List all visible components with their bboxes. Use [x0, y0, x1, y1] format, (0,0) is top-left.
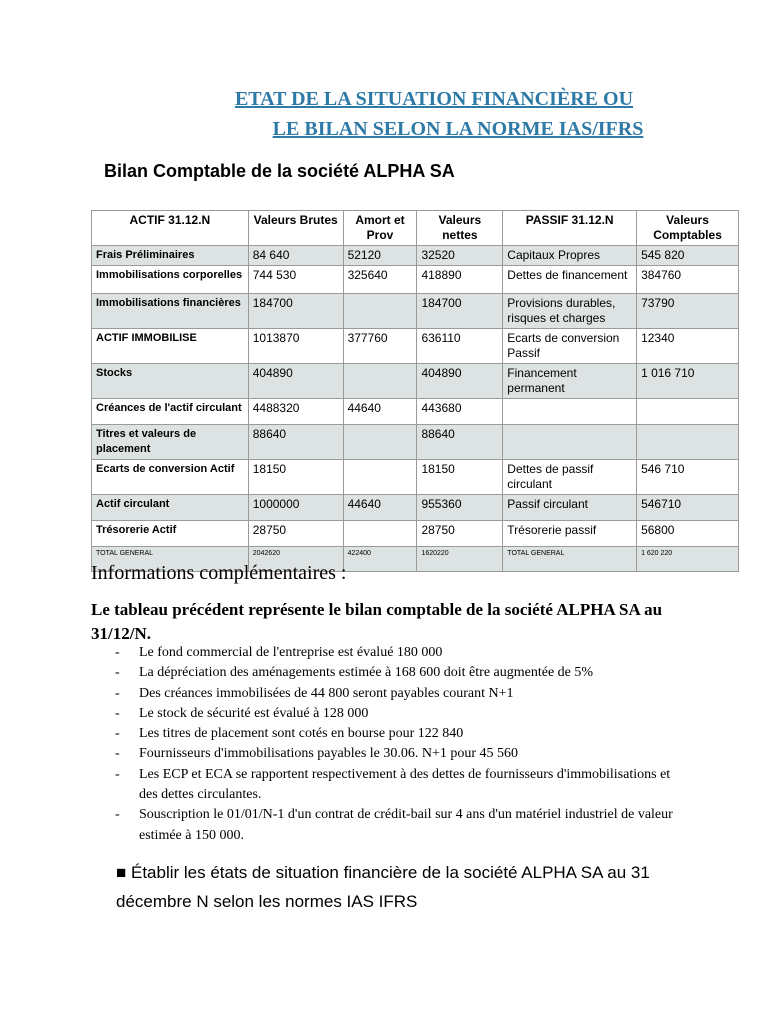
cell-amort: 377760 [343, 329, 417, 364]
cell-actif: Immobilisations corporelles [92, 266, 249, 294]
list-item [91, 704, 691, 724]
cell-actif: Immobilisations financières [92, 294, 249, 329]
list-item-text: Des créances immobilisées de 44 800 seront payables courant N+1 [139, 685, 514, 701]
bullet-dash: - [115, 726, 120, 742]
intro-paragraph: Le tableau précédent représente le bilan comptable de la société ALPHA SA au 31/12/N. [91, 600, 663, 643]
header-valeurs-nettes: Valeurs nettes [417, 211, 503, 246]
cell-comptables: 1 016 710 [637, 364, 739, 399]
cell-brutes: 1013870 [248, 329, 343, 364]
cell-comptables [637, 425, 739, 460]
cell-amort [343, 294, 417, 329]
cell-amort [343, 364, 417, 399]
cell-nettes: 1620220 [417, 547, 503, 572]
cell-passif: Ecarts de conversion Passif [503, 329, 637, 364]
list-item-text: Les ECP et ECA se rapportent respectivement à des dettes de fournisseurs d'immobilisations et des dettes circulantes. [139, 766, 671, 803]
table-subtitle: Bilan Comptable de la société ALPHA SA [104, 161, 455, 181]
cell-nettes: 32520 [417, 246, 503, 266]
cell-comptables: 546 710 [637, 460, 739, 495]
cell-nettes: 955360 [417, 495, 503, 521]
bullet-dash: - [115, 766, 120, 782]
cell-passif: Dettes de financement [503, 266, 637, 294]
cell-nettes: 28750 [417, 521, 503, 547]
cell-actif: Trésorerie Actif [92, 521, 249, 547]
header-passif: PASSIF 31.12.N [503, 211, 637, 246]
cell-nettes: 88640 [417, 425, 503, 460]
table-row [92, 425, 739, 460]
cell-amort: 422400 [343, 547, 417, 572]
cell-comptables: 56800 [637, 521, 739, 547]
cell-nettes: 184700 [417, 294, 503, 329]
list-item-text: Souscription le 01/01/N-1 d'un contrat de crédit-bail sur 4 ans d'un matériel industriel de valeur estimée à 150 000. [139, 807, 673, 843]
info-list [91, 643, 691, 846]
cell-brutes: 4488320 [248, 399, 343, 425]
cell-passif: Provisions durables, risques et charges [503, 294, 637, 329]
cell-actif: Frais Préliminaires [92, 246, 249, 266]
table-row [92, 266, 739, 294]
cell-comptables: 12340 [637, 329, 739, 364]
cell-amort [343, 460, 417, 495]
list-item [91, 805, 691, 846]
list-item [91, 663, 691, 683]
cell-brutes: 744 530 [248, 266, 343, 294]
info-heading: Informations complémentaires : [91, 562, 347, 584]
task-statement: ■ Établir les états de situation financière de la société ALPHA SA au 31 décembre N selon les normes IAS IFRS [116, 863, 650, 911]
cell-actif: ACTIF IMMOBILISE [92, 329, 249, 364]
list-item [91, 765, 691, 806]
cell-brutes: 88640 [248, 425, 343, 460]
cell-actif: Ecarts de conversion Actif [92, 460, 249, 495]
cell-nettes: 18150 [417, 460, 503, 495]
bullet-dash: - [115, 645, 120, 660]
table-row [92, 329, 739, 364]
bullet-dash: - [115, 746, 120, 762]
cell-comptables: 1 620 220 [637, 547, 739, 572]
cell-comptables [637, 399, 739, 425]
cell-nettes: 636110 [417, 329, 503, 364]
balance-sheet-table [91, 210, 739, 572]
cell-amort: 44640 [343, 495, 417, 521]
header-actif: ACTIF 31.12.N [92, 211, 249, 246]
cell-nettes: 443680 [417, 399, 503, 425]
table-row [92, 294, 739, 329]
cell-amort: 52120 [343, 246, 417, 266]
table-row [92, 460, 739, 495]
cell-passif: Financement permanent [503, 364, 637, 399]
header-valeurs-brutes: Valeurs Brutes [248, 211, 343, 246]
table-row [92, 399, 739, 425]
cell-passif: TOTAL GENERAL [503, 547, 637, 572]
cell-amort: 325640 [343, 266, 417, 294]
cell-nettes: 418890 [417, 266, 503, 294]
list-item [91, 684, 691, 704]
table-row [92, 495, 739, 521]
cell-comptables: 546710 [637, 495, 739, 521]
list-item [91, 643, 691, 663]
cell-passif: Trésorerie passif [503, 521, 637, 547]
cell-passif [503, 425, 637, 460]
cell-comptables: 545 820 [637, 246, 739, 266]
header-valeurs-comptables: Valeurs Comptables [637, 211, 739, 246]
bullet-dash: - [115, 685, 120, 701]
list-item [91, 744, 691, 764]
table-row [92, 521, 739, 547]
list-item-text: Le fond commercial de l'entreprise est évalué 180 000 [139, 645, 443, 660]
cell-brutes: 404890 [248, 364, 343, 399]
cell-brutes: 2042620 [248, 547, 343, 572]
table-header-row [92, 211, 739, 246]
cell-brutes: 18150 [248, 460, 343, 495]
cell-comptables: 384760 [637, 266, 739, 294]
cell-comptables: 73790 [637, 294, 739, 329]
list-item-text: La dépréciation des aménagements estimée à 168 600 doit être augmentée de 5% [139, 665, 594, 681]
cell-amort: 44640 [343, 399, 417, 425]
cell-brutes: 1000000 [248, 495, 343, 521]
bullet-dash: - [115, 807, 120, 823]
cell-nettes: 404890 [417, 364, 503, 399]
list-item [91, 724, 691, 744]
header-amort-prov: Amort et Prov [343, 211, 417, 246]
cell-passif: Dettes de passif circulant [503, 460, 637, 495]
cell-brutes: 28750 [248, 521, 343, 547]
bullet-dash: - [115, 705, 120, 721]
list-item-text: Fournisseurs d'immobilisations payables le 30.06. N+1 pour 45 560 [139, 746, 519, 762]
bullet-dash: - [115, 665, 120, 681]
table-row [92, 246, 739, 266]
cell-amort [343, 425, 417, 460]
cell-brutes: 184700 [248, 294, 343, 329]
document-title-line1: ETAT DE LA SITUATION FINANCIÈRE OU [234, 88, 634, 110]
list-item-text: Le stock de sécurité est évalué à 128 000 [139, 705, 369, 721]
cell-actif: Titres et valeurs de placement [92, 425, 249, 460]
list-item-text: Les titres de placement sont cotés en bourse pour 122 840 [139, 726, 464, 742]
cell-actif: Créances de l'actif circulant [92, 399, 249, 425]
cell-brutes: 84 640 [248, 246, 343, 266]
cell-actif: Stocks [92, 364, 249, 399]
cell-passif: Capitaux Propres [503, 246, 637, 266]
document-title-line2: LE BILAN SELON LA NORME IAS/IFRS [272, 118, 644, 140]
table-row [92, 364, 739, 399]
cell-passif: Passif circulant [503, 495, 637, 521]
cell-amort [343, 521, 417, 547]
cell-passif [503, 399, 637, 425]
cell-actif: Actif circulant [92, 495, 249, 521]
cell-actif: TOTAL GENERAL [92, 547, 249, 572]
